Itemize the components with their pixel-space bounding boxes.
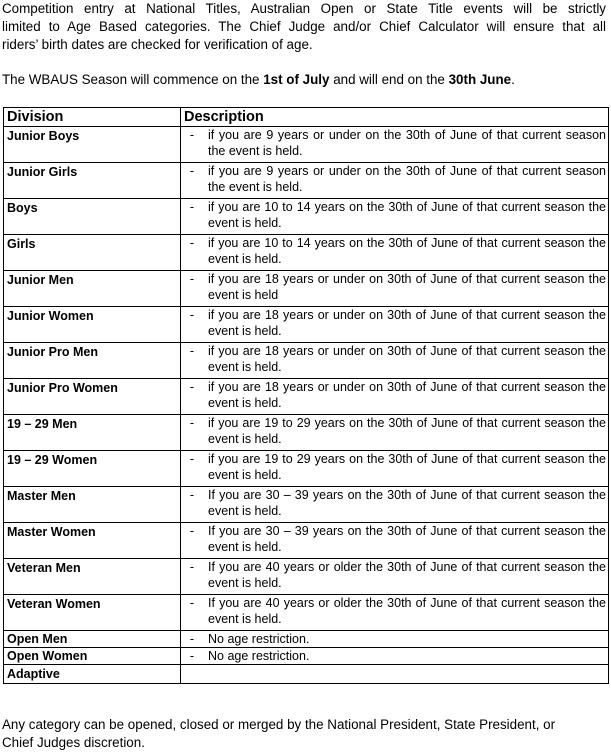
dash-marker: - [189,200,195,214]
division-cell: Junior Women [4,307,181,343]
dash-marker: - [189,596,195,610]
description-text: if you are 10 to 14 years on the 30th of June of that current season the event is held. [208,200,606,231]
dash-marker: - [189,128,195,142]
dash-marker: - [189,344,195,358]
description-cell [181,343,609,379]
description-cell [181,523,609,559]
table-row [4,523,609,559]
division-cell: Veteran Men [4,559,181,595]
intro-paragraph [2,0,606,54]
description-text: if you are 10 to 14 years on the 30th of June of that current season the event is held. [208,236,606,267]
footer-line-2: Chief Judges discretion. [2,735,145,750]
description-cell [181,127,609,163]
season-start: 1st of July [263,72,330,87]
dash-marker: - [189,560,195,574]
description-cell [181,595,609,631]
table-row [4,199,609,235]
table-header-row [4,108,609,127]
description-cell [181,271,609,307]
description-text: If you are 30 – 39 years on the 30th of June of that current season the event is held. [208,488,606,519]
table-row [4,648,609,665]
division-cell: Junior Boys [4,127,181,163]
header-description: Description [181,108,609,127]
dash-marker: - [189,164,195,178]
description-text: If you are 40 years or older the 30th of June of that current season the event is held. [208,560,606,591]
description-text: if you are 18 years or under on 30th of June of that current season the event is held. [208,308,606,339]
division-cell: Girls [4,235,181,271]
footer-line-1: Any category can be opened, closed or merged by the National President, State President, or [2,717,556,732]
dash-marker: - [189,452,195,466]
division-cell: Veteran Women [4,595,181,631]
description-text: If you are 30 – 39 years on the 30th of June of that current season the event is held. [208,524,606,555]
table-row [4,163,609,199]
description-text: if you are 9 years or under on the 30th of June of that current season the event is held. [208,164,606,195]
description-cell [181,379,609,415]
division-cell: Master Women [4,523,181,559]
description-cell [181,451,609,487]
description-cell [181,235,609,271]
division-cell: Master Men [4,487,181,523]
table-row [4,487,609,523]
division-cell: Junior Pro Women [4,379,181,415]
footer-paragraph [2,716,606,752]
dash-marker: - [189,524,195,538]
division-cell: Adaptive [4,665,181,684]
table-row [4,271,609,307]
dash-marker: - [189,488,195,502]
description-text: if you are 18 years or under on 30th of June of that current season the event is held. [208,380,606,411]
dash-marker: - [189,308,195,322]
description-cell [181,665,609,684]
description-text: if you are 18 years or under on 30th of June of that current season the event is held [208,272,606,303]
dash-marker: - [189,649,195,663]
season-prefix: The WBAUS Season will commence on the [2,72,264,87]
description-cell [181,199,609,235]
season-end: 30th June [448,72,512,87]
table-body [4,127,609,684]
season-middle: and will end on the [329,72,449,87]
division-cell: Open Men [4,631,181,648]
description-cell [181,559,609,595]
dash-marker: - [189,236,195,250]
division-cell: Boys [4,199,181,235]
description-cell [181,487,609,523]
table-row [4,415,609,451]
description-text: if you are 18 years or under on 30th of June of that current season the event is held. [208,344,606,375]
description-text: If you are 40 years or older the 30th of June of that current season the event is held. [208,596,606,627]
division-cell: 19 – 29 Women [4,451,181,487]
description-text: No age restriction. [208,649,310,663]
table-row [4,343,609,379]
table-row [4,631,609,648]
description-text: No age restriction. [208,632,310,646]
description-cell [181,415,609,451]
division-cell: Junior Girls [4,163,181,199]
division-cell: 19 – 29 Men [4,415,181,451]
division-cell: Junior Pro Men [4,343,181,379]
description-cell [181,648,609,665]
dash-marker: - [189,416,195,430]
table-row [4,665,609,684]
dash-marker: - [189,632,195,646]
intro-line-2: limited to Age Based categories. The Chief Judge and/or Chief Calculator will ensure that all [2,19,606,34]
table-row [4,451,609,487]
description-cell [181,163,609,199]
season-paragraph [2,71,606,89]
description-text: if you are 19 to 29 years on the 30th of June of that current season the event is held. [208,416,606,447]
division-table [3,107,609,684]
description-cell [181,631,609,648]
table-row [4,307,609,343]
division-cell: Junior Men [4,271,181,307]
table-row [4,595,609,631]
intro-line-1: Competition entry at National Titles, Australian Open or State Title events will be strictly [2,1,606,16]
division-cell: Open Women [4,648,181,665]
intro-line-3: riders’ birth dates are checked for verification of age. [2,37,313,52]
table-row [4,235,609,271]
header-division: Division [4,108,181,127]
dash-marker: - [189,380,195,394]
table-row [4,379,609,415]
table-row [4,127,609,163]
description-text: if you are 19 to 29 years on the 30th of June of that current season the event is held. [208,452,606,483]
description-cell [181,307,609,343]
description-text: if you are 9 years or under on the 30th of June of that current season the event is held. [208,128,606,159]
dash-marker: - [189,272,195,286]
season-suffix: . [511,72,515,87]
table-row [4,559,609,595]
